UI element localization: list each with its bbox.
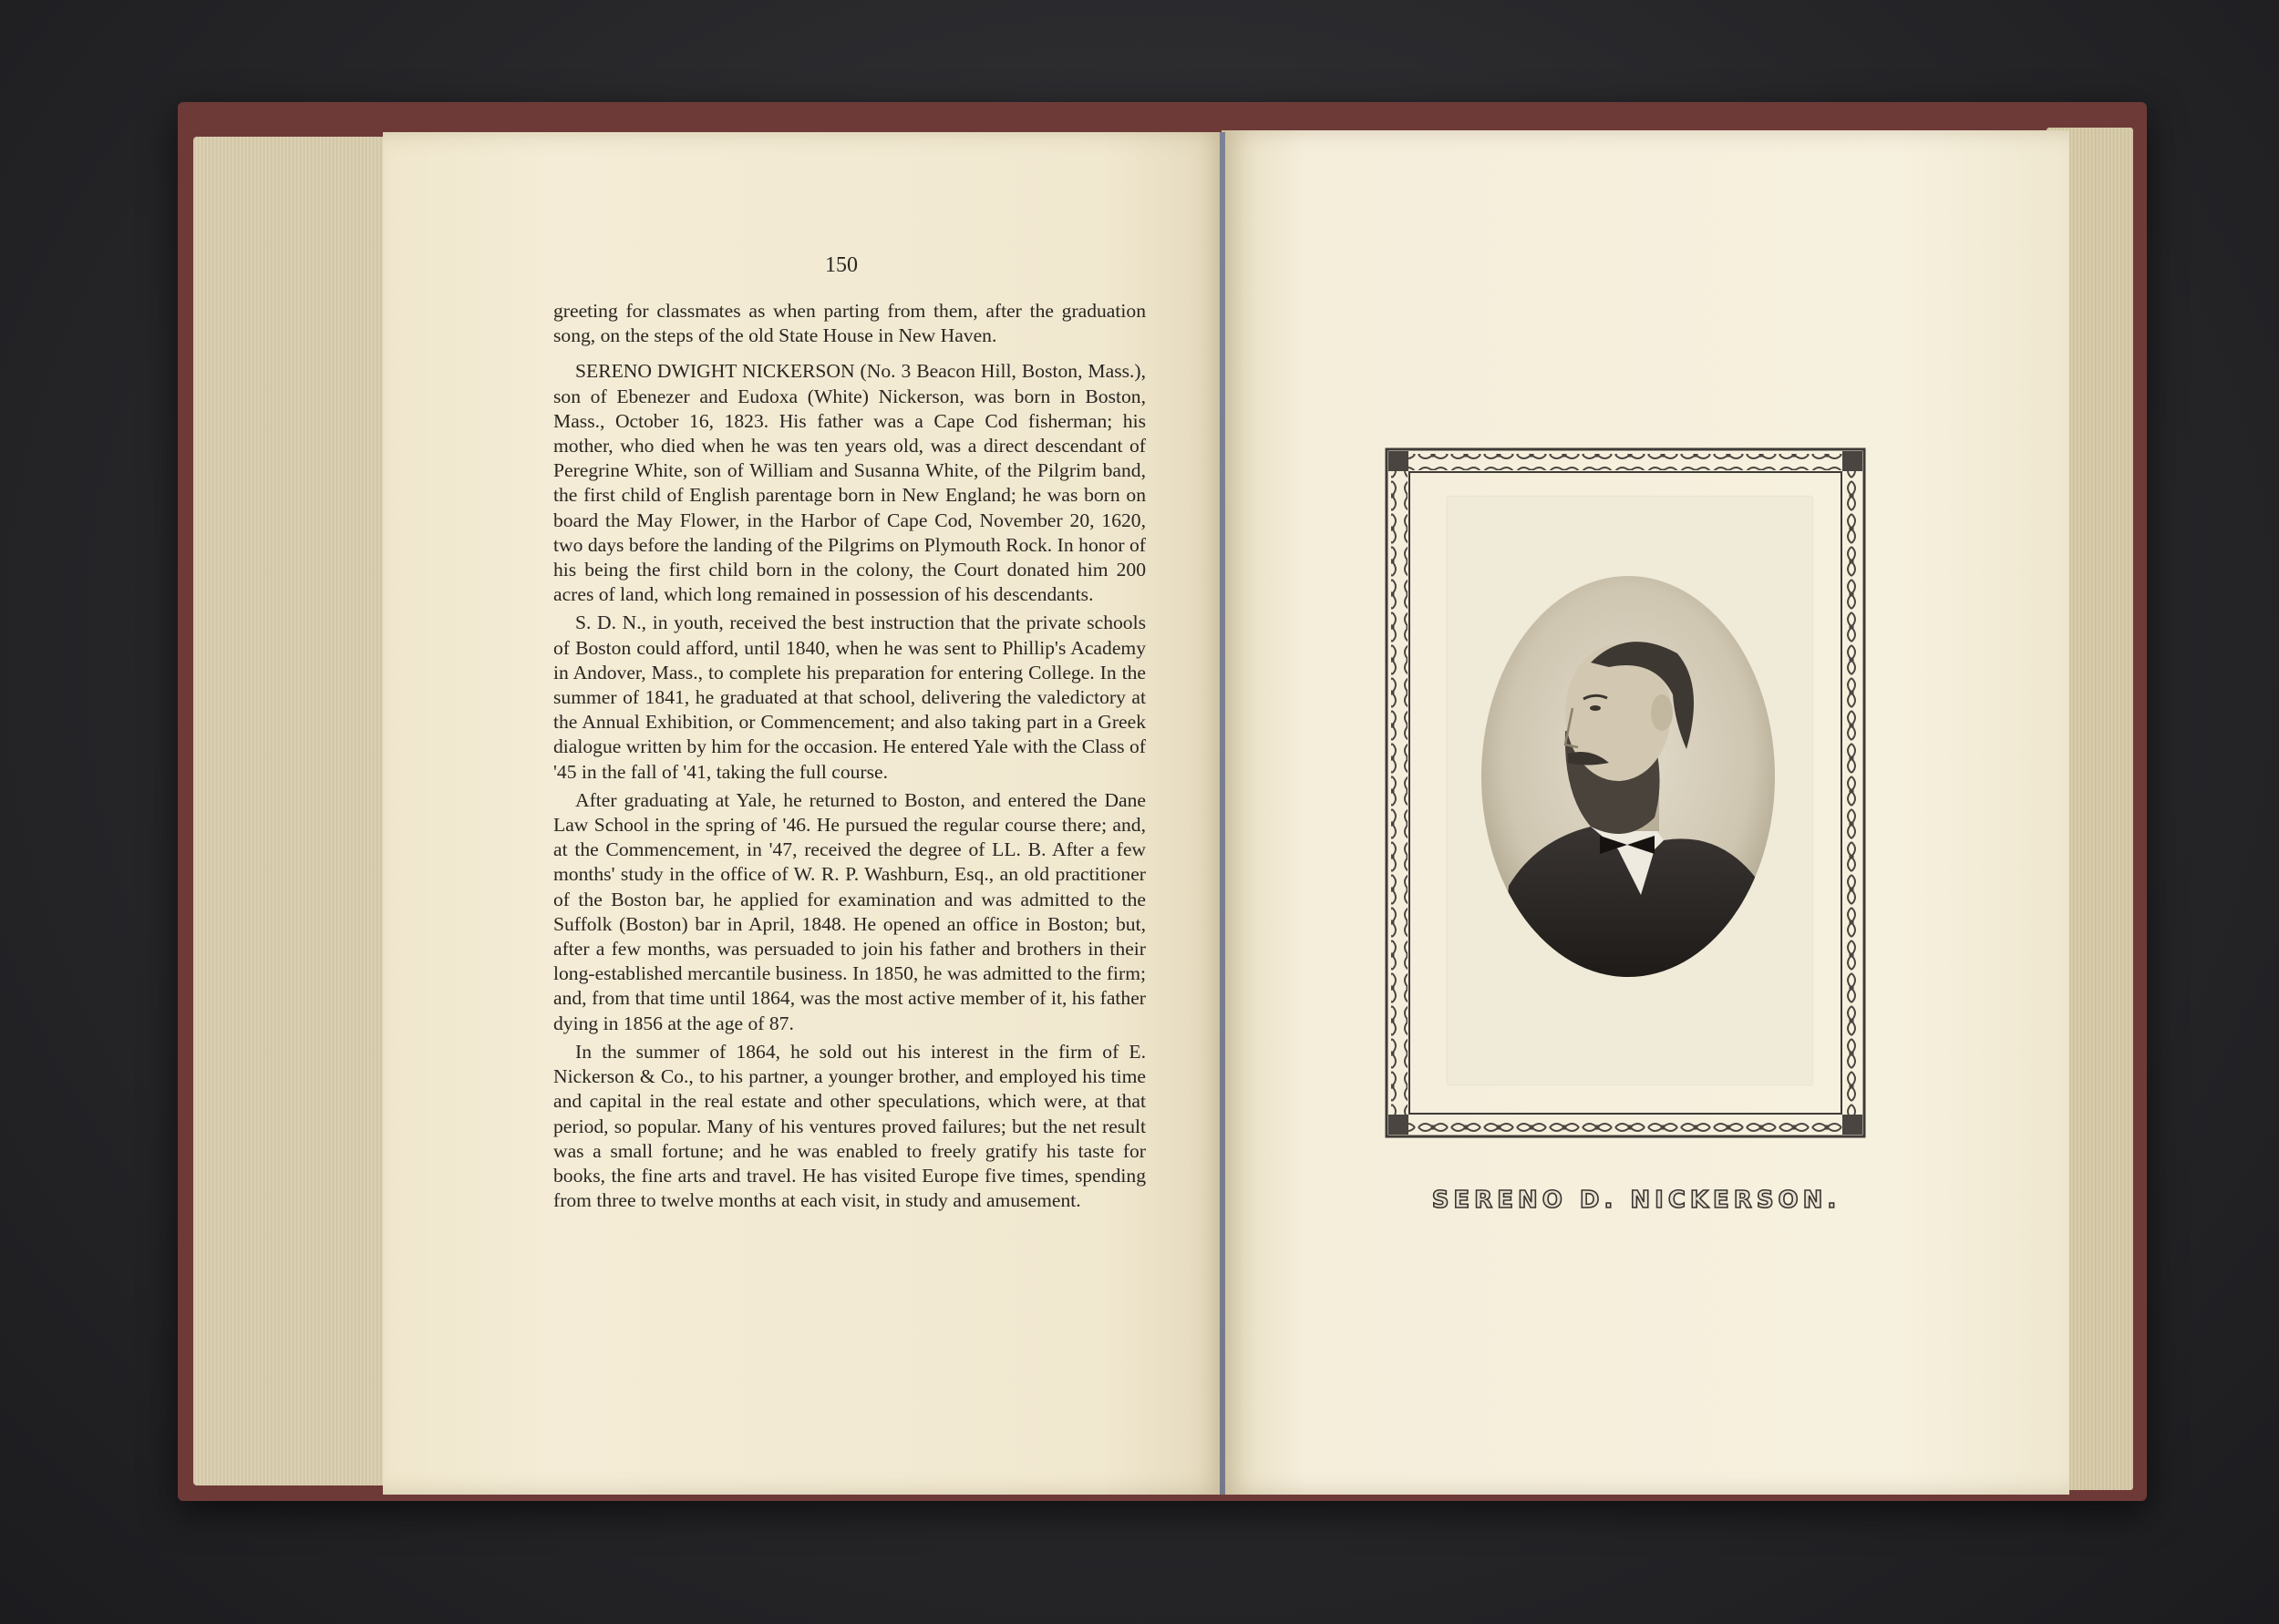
page-number: 150	[825, 253, 858, 277]
portrait-caption: SERENO D. NICKERSON.	[1431, 1187, 1841, 1214]
book-spine	[1220, 132, 1225, 1495]
paragraph-5: In the summer of 1864, he sold out his interest in the firm of E. Nickerson & Co., to his partner, a younger brother, and employed his time and capital in the real estate and other speculations, which were, at that period, so popular. Many of his ventures proved failures; but the net result was a small fortune; and he was enabled to freely gratify his taste for books, the fine arts and travel. He has visited Europe five times, spending from three to twelve months at each visit, in study and amusement.	[553, 1040, 1146, 1212]
paragraph-2: SERENO DWIGHT NICKERSON (No. 3 Beacon Hill, Boston, Mass.), son of Ebenezer and Eudoxa (White) Nickerson, was born in Boston, Mass., October 16, 1823. His father was a Cape Cod fisherman; his mother, who died when he was ten years old, was a direct descendant of Peregrine White, son of William and Susanna White, of the Pilgrim band, the first child of English parentage born in New England; he was born on board the May Flower, in the Harbor of Cape Cod, November 20, 1620, two days before the landing of the Pilgrims on Plymouth Rock. In honor of his being the first child born in the colony, the Court donated him 200 acres of land, which long remained in possession of his descendants.	[553, 360, 1146, 606]
paragraph-3: S. D. N., in youth, received the best instruction that the private schools of Boston could afford, until 1840, when he was sent to Phillip's Academy in Andover, Mass., to complete his preparation for entering College. In the summer of 1841, he graduated at that school, delivering the valedictory at the Annual Exhibition, or Commencement; and also taking part in a Greek dialogue written by him for the occasion. He entered Yale with the Class of '45 in the fall of '41, taking the full course.	[553, 612, 1146, 783]
portrait-photo	[1481, 576, 1775, 977]
left-page-edges	[193, 137, 398, 1485]
body-text	[553, 299, 1146, 1213]
paragraph-4: After graduating at Yale, he returned to Boston, and entered the Dane Law School in the spring of '46. He pursued the regular course there; and, at the Commencement, in '47, received the degree of LL. B. After a few months' study in the office of W. R. P. Washburn, Esq., an old practitioner of the Boston bar, he applied for examination and was admitted to the Suffolk (Boston) bar in April, 1848. He opened an office in Boston; but, after a few months, was persuaded to join his father and brothers in their long-established mercantile business. In 1850, he was admitted to the firm; and, from that time until 1864, was the most active member of it, his father dying in 1856 at the age of 87.	[553, 788, 1146, 1034]
paragraph-1: greeting for classmates as when parting from them, after the graduation song, on the steps of the old State House in New Haven.	[553, 300, 1146, 347]
